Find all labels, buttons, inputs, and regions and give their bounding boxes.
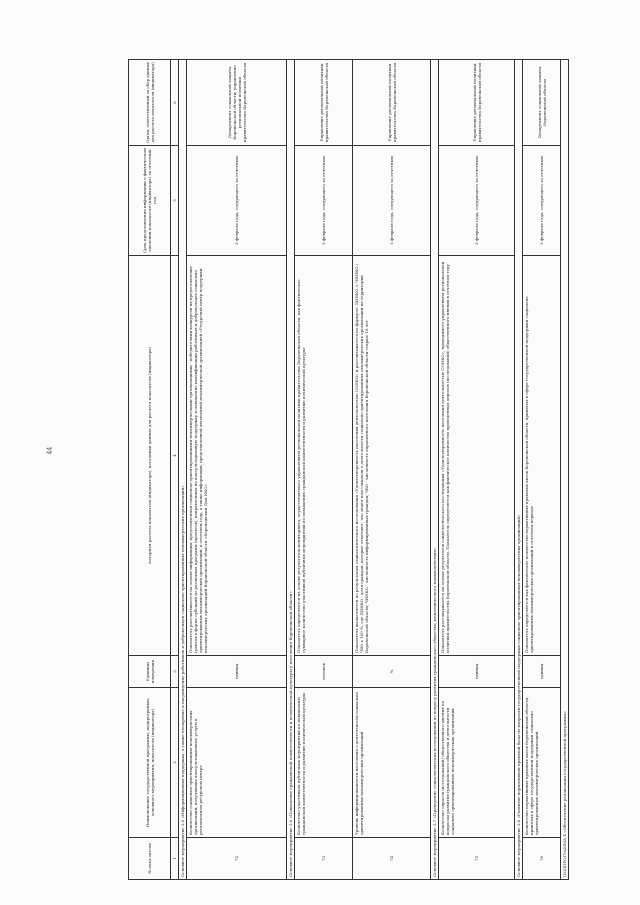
header-row — [129, 60, 171, 880]
indicator-algorithm: Показатель вычисляется по результатам социологического исследования «Удовлетворенность населения деятельностью СОНКО» и рассчитывается по формуле: ДИНКО = ЧИНКО / ЧВО х 100 %, где ДИНКО - доля граждан, которые отмечают, что знают или слышали о деятельности социально ориентированных некоммерческих организаций на территории Воронежской области; ЧИНКО - численность информированных граждан; ЧВО - численность опрошенного населения Воронежской области старше 18 лет — [353, 256, 431, 656]
section-title: Основное мероприятие 3.6 «Повышение гражданской компетентности и политической культуры у населения Воронежской области» — [287, 60, 295, 880]
indicator-algorithm: Показатель определяется на основе результатов мониторинга, осуществляемого управлением региональной политики правительства Воронежской области, как фактическое суммарное количество участников публичных мероприятий по повышению гражданской компетентности и развитию политической культуры — [295, 256, 353, 656]
indicators-table — [128, 59, 569, 880]
header-algo: Алгоритм расчета показателя (индикатора), источники данных для расчета показателя (индикатора) — [129, 256, 171, 656]
col-number: 1 — [171, 838, 179, 880]
indicator-organ: Департамент социальной защиты Воронежской области — [523, 60, 561, 146]
header-num: № пока-зателя — [129, 838, 171, 880]
col-number: 4 — [171, 256, 179, 656]
indicator-term: 5 февраля года, следующего за отчетным — [353, 146, 431, 256]
indicator-name: Количество опросов (исследований) общественного мнения по вопросам развития гражданского общества и деятельности социально ориентированных некоммерческих организаций — [439, 688, 515, 838]
indicator-unit: единиц — [439, 656, 515, 688]
header-term: Срок представления информации о фактическом значении показателя (индикатора) за отчетный год — [129, 146, 171, 256]
col-number: 6 — [171, 60, 179, 146]
header-unit: Единицы измерения — [129, 656, 171, 688]
indicator-term: 5 февраля года, следующего за отчетным — [187, 146, 287, 256]
header-name: Наименование государственной программы, подпрограммы, основного мероприятия, показателя (индикатора) — [129, 688, 171, 838]
indicator-term: 5 февраля года, следующего за отчетным — [295, 146, 353, 256]
header-org: Орган, ответственный за сбор данных для расчета показателя (индикатора) — [129, 60, 171, 146]
table-row — [353, 60, 431, 880]
indicator-organ: Управление региональной политики правительства Воронежской области — [353, 60, 431, 146]
page-number: 44 — [46, 446, 54, 455]
table-row — [295, 60, 353, 880]
section-row — [431, 60, 439, 880]
indicator-number: 76 — [523, 838, 561, 880]
col-number: 3 — [171, 656, 179, 688]
section-title: Основное мероприятие 3.5 «Информационная поддержка, а также поощрение и награждение работников и добровольцев социально ориентированных некоммерческих организаций» — [179, 60, 187, 880]
indicator-name: Количество социально ориентированных некоммерческих организаций, получивших консультационные услуги в региональном ресурсном центре — [187, 688, 287, 838]
indicator-unit: человек — [295, 656, 353, 688]
rotated-table-wrapper — [128, 60, 588, 880]
subprogram-title: ПОДПРОГРАММА 4 «Обеспечение реализации государственной программы» — [561, 60, 569, 880]
indicator-unit: единиц — [523, 656, 561, 688]
section-row — [179, 60, 187, 880]
indicator-organ: Департамент социальной защиты Воронежской области; управление региональной политики правительства Воронежской области — [187, 60, 287, 146]
indicator-algorithm: Показатель определяется как фактическое количество нормативных правовых актов Воронежской области, принятых в сфере государственной поддержки социально ориентированных некоммерческих организаций в отчетном периоде — [523, 256, 561, 656]
indicator-number: 74 — [353, 838, 431, 880]
section-title: Основное мероприятие 3.7 «Проведение социологических исследований по вопросу развития гражданского общества, межэтнического взаимодействия» — [431, 60, 439, 880]
indicator-organ: Управление региональной политики правительства Воронежской области — [439, 60, 515, 146]
subprogram-row — [561, 60, 569, 880]
indicator-number: 72 — [187, 838, 287, 880]
col-number: 5 — [171, 146, 179, 256]
section-title: Основное мероприятие 3.8 «Развитие нормативной правовой базы по вопросам государственной поддержки социально ориентированных некоммерческих организаций» — [515, 60, 523, 880]
section-row — [287, 60, 295, 880]
indicator-name: Количество нормативных правовых актов Воронежской области, принятых в сфере государственной поддержки социально ориентированных некоммерческих организаций — [523, 688, 561, 838]
column-number-row — [171, 60, 179, 880]
indicator-algorithm: Показатель рассчитывается на основе результатов социологического исследования «Удовлетворенность населения деятельностью СОНКО», проводимого управлением региональной политики правительства Воронежской области. Показатель определяется как фактическое количество проведенных опросов (исследований) общественного мнения в отчетном году — [439, 256, 515, 656]
col-number: 2 — [171, 688, 179, 838]
indicator-term: 5 февраля года, следующего за отчетным — [523, 146, 561, 256]
table-row — [523, 60, 561, 880]
table-row — [439, 60, 515, 880]
indicator-number: 75 — [439, 838, 515, 880]
indicator-number: 73 — [295, 838, 353, 880]
indicator-term: 5 февраля года, следующего за отчетным — [439, 146, 515, 256]
indicator-name: Уровень информированности населения о деятельности социально ориентированных некоммерческих организаций — [353, 688, 431, 838]
table-row — [187, 60, 287, 880]
indicator-name: Количество участников публичных мероприятий по повышению гражданской компетентности и развитию политической культуры — [295, 688, 353, 838]
indicator-unit: % — [353, 656, 431, 688]
indicator-algorithm: Показатель рассчитывается на основе информации, представленной социально ориентированными некоммерческими организациями - победителями конкурсов на предоставление грантов в форме субсидий из различных программ (проектов), направленных на консультационную поддержку и повышение квалификации работников и добровольцев социально ориентированных некоммерческих организаций, в отчетном году, а также информации, представленной автономной некоммерческой организацией «Ресурсный центр поддержки некоммерческих организаций Воронежской области «Воронежский Дом НКО» — [187, 256, 287, 656]
section-row — [515, 60, 523, 880]
indicator-unit: единиц — [187, 656, 287, 688]
indicator-organ: Управление региональной политики правительства Воронежской области — [295, 60, 353, 146]
